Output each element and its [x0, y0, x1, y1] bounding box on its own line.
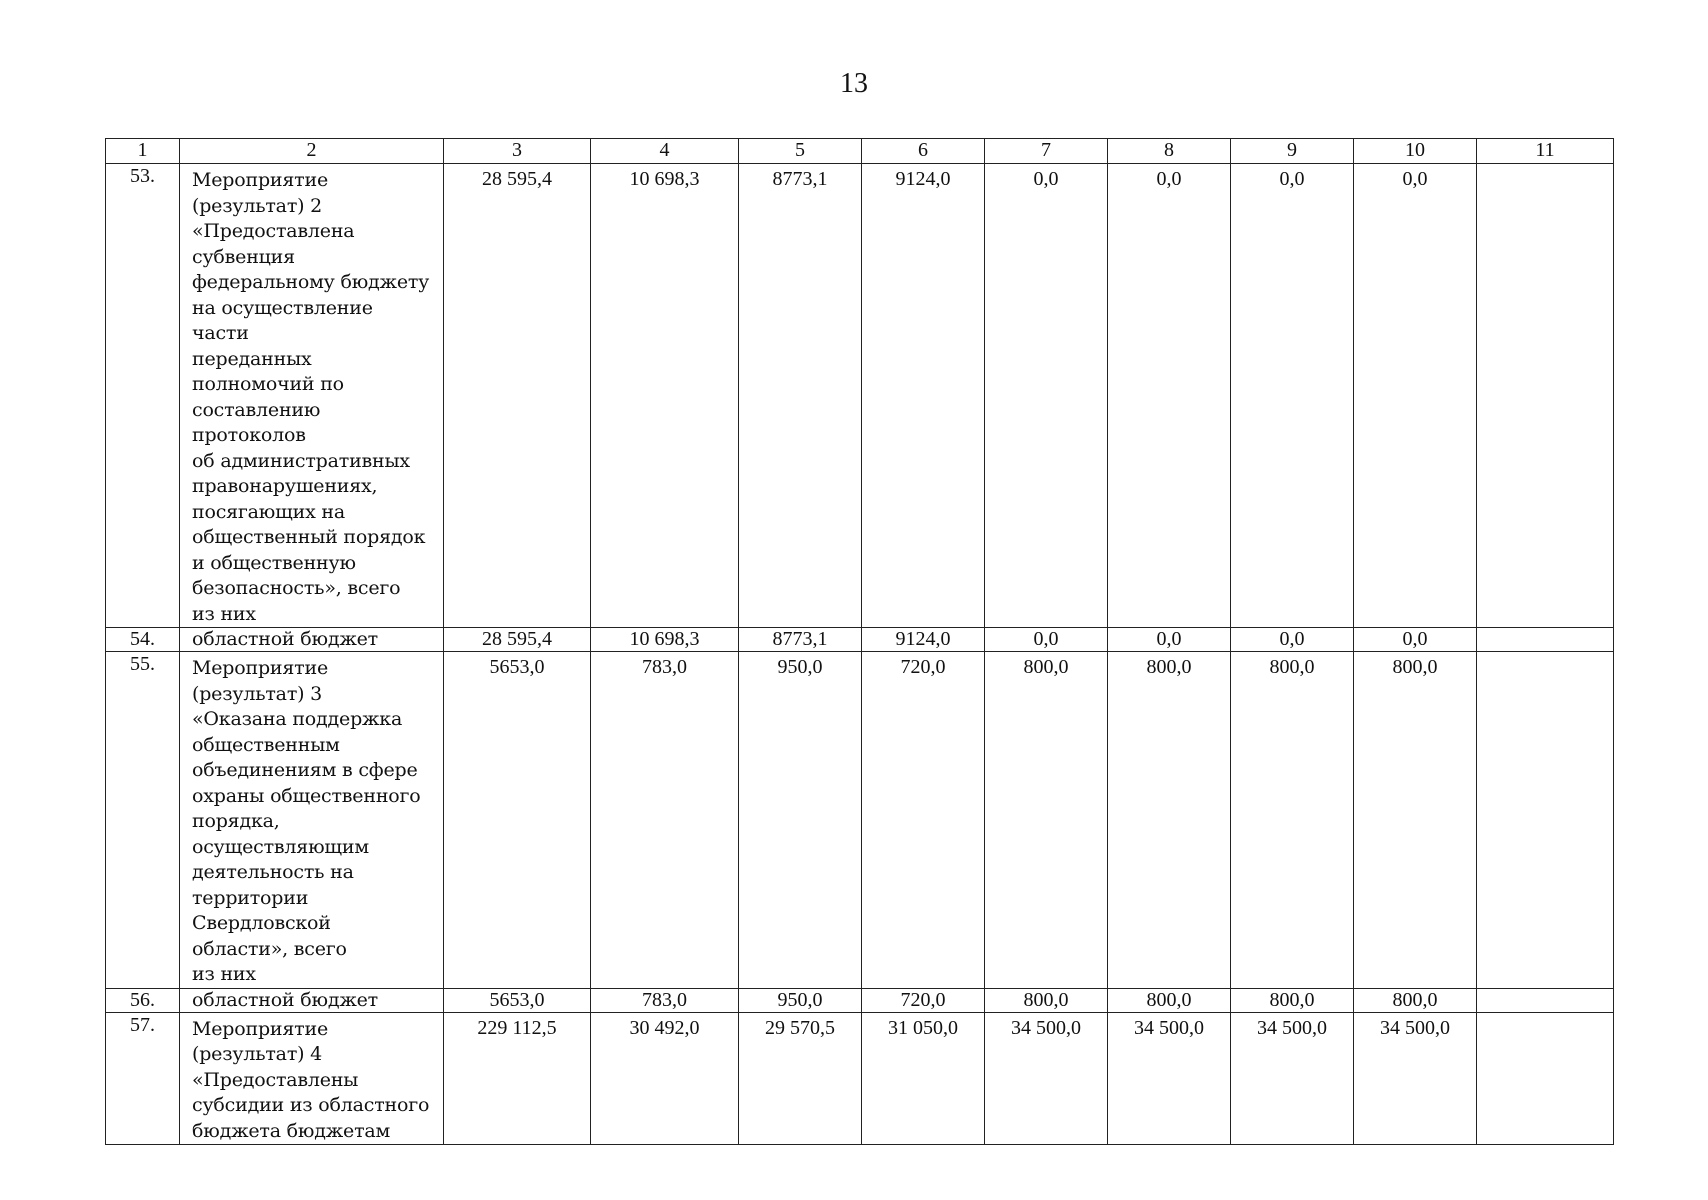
value-cell: 30 492,0: [591, 1012, 739, 1145]
value-cell: [1477, 164, 1614, 628]
value-cell: 29 570,5: [739, 1012, 862, 1145]
row-number-cell: 56.: [106, 988, 180, 1012]
row-name-line: переданных: [192, 347, 312, 370]
row-number-cell: 55.: [106, 652, 180, 989]
value-cell: 783,0: [591, 988, 739, 1012]
table-row: [106, 1012, 1614, 1145]
budget-table: [105, 138, 1614, 1145]
row-name-line: «Оказана поддержка: [192, 708, 403, 730]
column-header: 4: [591, 139, 739, 164]
row-name-line: порядка,: [192, 810, 280, 832]
table-body: [106, 164, 1614, 1145]
value-cell: [1477, 628, 1614, 652]
row-name-cell: [180, 988, 444, 1012]
row-name-line: (результат) 4: [192, 1043, 323, 1065]
value-cell: 8773,1: [739, 164, 862, 628]
value-cell: 28 595,4: [444, 164, 591, 628]
column-header: 8: [1108, 139, 1231, 164]
value-cell: 9124,0: [862, 164, 985, 628]
value-cell: 800,0: [1354, 988, 1477, 1012]
table-row: [106, 164, 1614, 628]
value-cell: 229 112,5: [444, 1012, 591, 1145]
value-cell: 28 595,4: [444, 628, 591, 652]
row-name-line: областной бюджет: [192, 988, 378, 1011]
value-cell: 8773,1: [739, 628, 862, 652]
row-name-line: правонарушениях,: [192, 475, 378, 497]
value-cell: 0,0: [1231, 628, 1354, 652]
row-name-line: из них: [192, 602, 256, 625]
value-cell: 0,0: [1108, 164, 1231, 628]
row-name-line: Свердловской: [192, 912, 331, 934]
table-row: [106, 628, 1614, 652]
value-cell: 9124,0: [862, 628, 985, 652]
row-number-cell: 57.: [106, 1012, 180, 1145]
value-cell: 950,0: [739, 652, 862, 989]
value-cell: 0,0: [1231, 164, 1354, 628]
value-cell: 0,0: [985, 628, 1108, 652]
column-header: 3: [444, 139, 591, 164]
value-cell: [1477, 1012, 1614, 1145]
value-cell: 0,0: [1354, 628, 1477, 652]
page-number: 13: [840, 68, 868, 99]
value-cell: 720,0: [862, 988, 985, 1012]
value-cell: 950,0: [739, 988, 862, 1012]
column-header: 1: [106, 139, 180, 164]
column-header: 9: [1231, 139, 1354, 164]
row-name-line: субсидии из областного: [192, 1094, 430, 1116]
value-cell: 800,0: [1108, 652, 1231, 989]
value-cell: 800,0: [1231, 652, 1354, 989]
value-cell: 800,0: [1108, 988, 1231, 1012]
row-name-cell: [180, 628, 444, 652]
row-name-line: области», всего: [192, 937, 347, 960]
row-name-line: осуществляющим: [192, 835, 369, 858]
value-cell: 10 698,3: [591, 628, 739, 652]
value-cell: 34 500,0: [1231, 1012, 1354, 1145]
row-name-line: Мероприятие: [192, 657, 328, 679]
column-header: 11: [1477, 139, 1614, 164]
row-name-line: «Предоставлены: [192, 1068, 359, 1091]
row-name-line: на осуществление части: [192, 296, 373, 344]
value-cell: 800,0: [1231, 988, 1354, 1012]
row-name-line: Мероприятие: [192, 1017, 328, 1040]
value-cell: 800,0: [985, 988, 1108, 1012]
value-cell: 5653,0: [444, 988, 591, 1012]
row-name-line: бюджета бюджетам: [192, 1119, 391, 1142]
row-name-line: общественный порядок: [192, 526, 426, 548]
row-number-cell: 54.: [106, 628, 180, 652]
row-name-line: объединениям в сфере: [192, 759, 418, 781]
row-name-line: и общественную: [192, 551, 356, 574]
row-name-cell: [180, 1012, 444, 1145]
row-name-line: территории: [192, 886, 309, 909]
column-header: 2: [180, 139, 444, 164]
row-name-line: областной бюджет: [192, 628, 378, 650]
row-name-cell: [180, 164, 444, 628]
column-header: 10: [1354, 139, 1477, 164]
value-cell: 720,0: [862, 652, 985, 989]
row-name-line: «Предоставлена: [192, 220, 355, 242]
value-cell: 5653,0: [444, 652, 591, 989]
value-cell: [1477, 652, 1614, 989]
value-cell: 0,0: [985, 164, 1108, 628]
column-header: 6: [862, 139, 985, 164]
column-header: 5: [739, 139, 862, 164]
row-number-cell: 53.: [106, 164, 180, 628]
row-name-line: из них: [192, 963, 256, 985]
row-name-line: протоколов: [192, 424, 306, 446]
row-name-line: составлению: [192, 398, 321, 421]
column-header: 7: [985, 139, 1108, 164]
table-row: [106, 652, 1614, 989]
value-cell: 800,0: [1354, 652, 1477, 989]
row-name-line: посягающих на: [192, 500, 346, 523]
value-cell: 783,0: [591, 652, 739, 989]
row-name-line: субвенция: [192, 245, 295, 268]
row-name-line: федеральному бюджету: [192, 271, 430, 293]
row-name-line: полномочий по: [192, 373, 344, 395]
value-cell: [1477, 988, 1614, 1012]
value-cell: 0,0: [1108, 628, 1231, 652]
row-name-line: деятельность на: [192, 861, 354, 883]
value-cell: 10 698,3: [591, 164, 739, 628]
row-name-line: об административных: [192, 449, 410, 472]
value-cell: 0,0: [1354, 164, 1477, 628]
row-name-line: безопасность», всего: [192, 577, 401, 599]
row-name-line: (результат) 3: [192, 682, 323, 705]
value-cell: 31 050,0: [862, 1012, 985, 1145]
row-name-line: (результат) 2: [192, 194, 323, 217]
row-name-line: общественным: [192, 733, 340, 756]
row-name-cell: [180, 652, 444, 989]
column-number-header-row: [106, 139, 1614, 164]
value-cell: 34 500,0: [1354, 1012, 1477, 1145]
table-row: [106, 988, 1614, 1012]
row-name-line: Мероприятие: [192, 169, 328, 191]
value-cell: 800,0: [985, 652, 1108, 989]
row-name-line: охраны общественного: [192, 784, 421, 807]
value-cell: 34 500,0: [1108, 1012, 1231, 1145]
value-cell: 34 500,0: [985, 1012, 1108, 1145]
